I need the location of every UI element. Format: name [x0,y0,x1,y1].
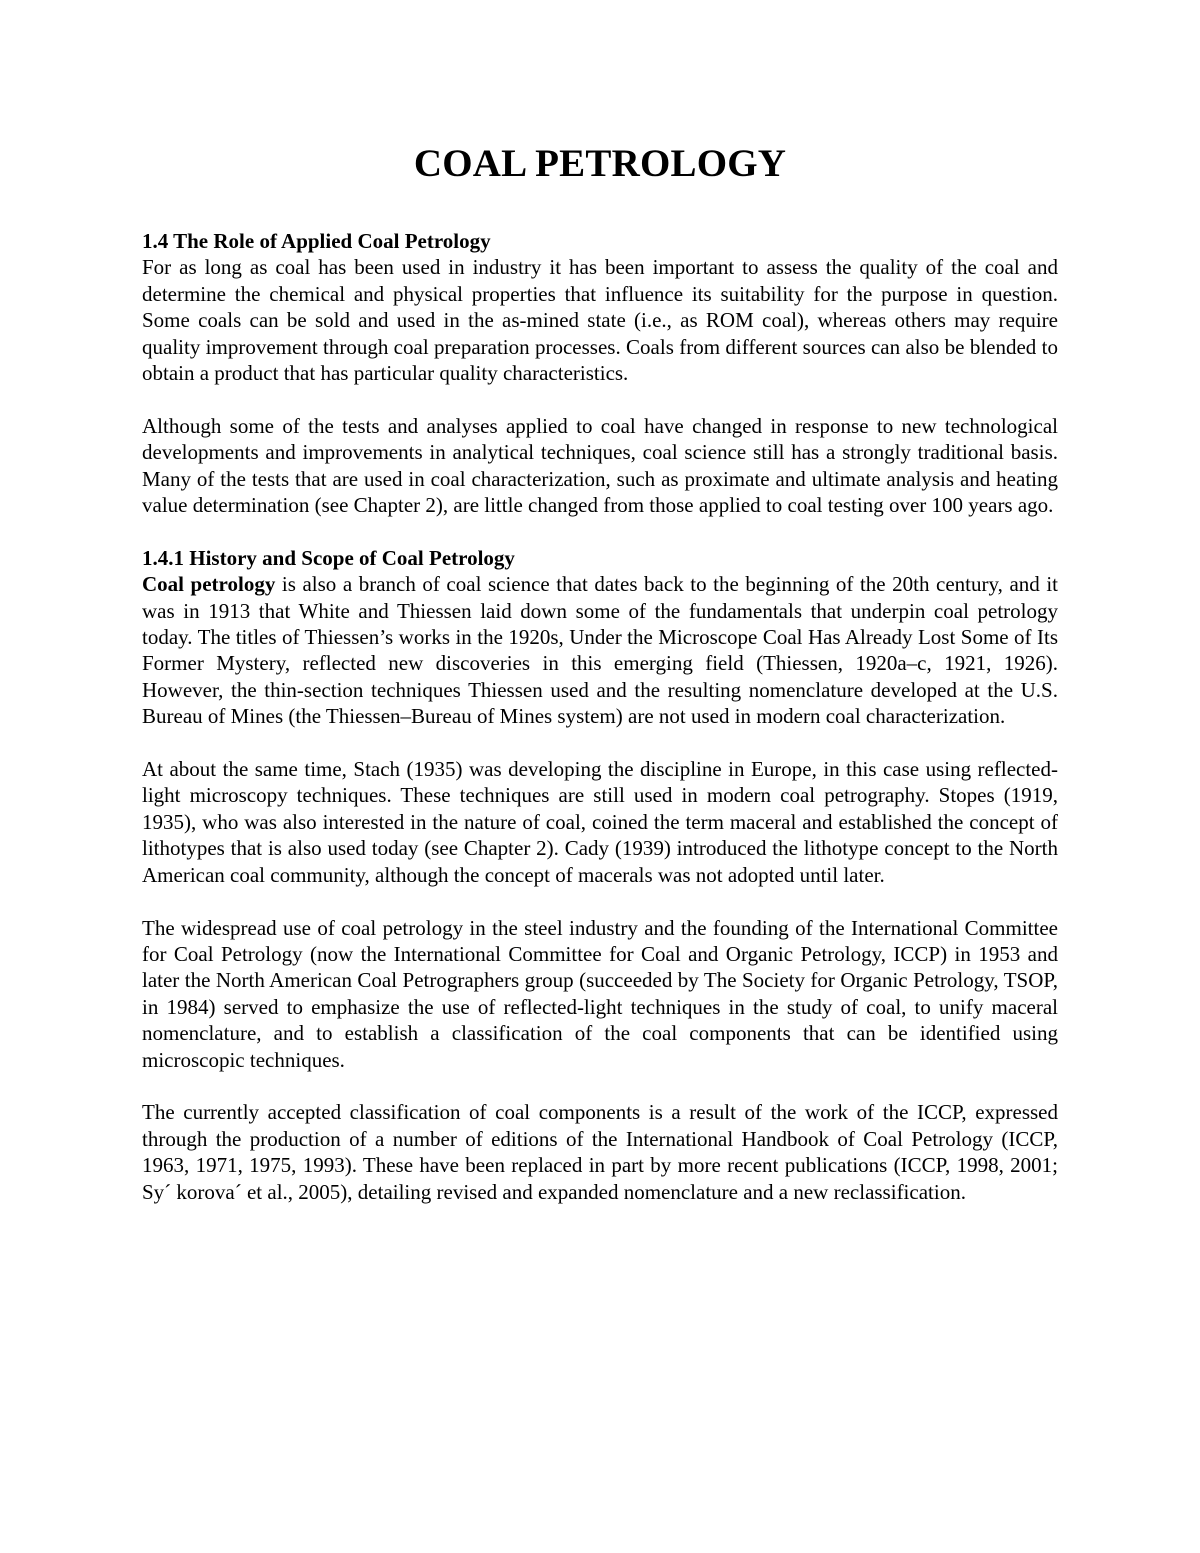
paragraph-gap [142,518,1058,544]
section-heading-1-4: 1.4 The Role of Applied Coal Petrology [142,229,491,253]
paragraph-history-1 [142,571,1058,729]
section-heading-1-4-1: 1.4.1 History and Scope of Coal Petrology [142,545,515,570]
paragraph-history-3: The widespread use of coal petrology in the steel industry and the founding of the International Committee for Coal Petrology (now the International Committee for Coal and Organic Petrology, ICCP) in 1953 and later the North American Coal Petrographers group (succeeded by The Society for Organic Petrology, TSOP, in 1984) served to emphasize the use of reflected-light techniques in the study of coal, to unify maceral nomenclature, and to establish a classification of the coal components that can be identified using microscopic techniques. [142,915,1058,1072]
page-title: COAL PETROLOGY [413,142,787,185]
document-page [142,136,1058,1205]
paragraph-history-4: The currently accepted classification of coal components is a result of the work of the ICCP, expressed through the production of a number of editions of the International Handbook of Coal Petrology (ICCP, 1963, 1971, 1975, 1993). These have been replaced in part by more recent publications (ICCP, 1998, 2001; Sy´ korova´ et al., 2005), detailing revised and expanded nomenclature and a new reclassification. [142,1100,1058,1204]
paragraph-gap [142,386,1058,412]
paragraph-gap [142,888,1058,914]
paragraph-gap [142,1073,1058,1099]
bold-term-coal-petrology: Coal petrology [142,572,276,597]
paragraph-history-1-text: is also a branch of coal science that dates back to the beginning of the 20th century, and it was in 1913 that White and Thiessen laid down some of the fundamentals that underpin coal petrology today. The titles of Thiessen’s works in the 1920s, Under the Microscope Coal Has Already Lost Some of Its Former Mystery, reflected new discoveries in this emerging field (Thiessen, 1920a–c, 1921, 1926). However, the thin-section techniques Thiessen used and the resulting nomenclature developed at the U.S. Bureau of Mines (the Thiessen–Bureau of Mines system) are not used in modern coal characterization. [142,572,1058,729]
paragraph-gap [142,730,1058,756]
paragraph-history-2: At about the same time, Stach (1935) was developing the discipline in Europe, in this case using reflected-light microscopy techniques. These techniques are still used in modern coal petrography. Stopes (1919, 1935), who was also interested in the nature of coal, coined the term maceral and established the concept of lithotypes that is also used today (see Chapter 2). Cady (1939) introduced the lithotype concept to the North American coal community, although the concept of macerals was not adopted until later. [142,757,1058,887]
paragraph-role-of-petrology-2: Although some of the tests and analyses applied to coal have changed in response to new technological developments and improvements in analytical techniques, coal science still has a strongly traditional basis. Many of the tests that are used in coal characterization, such as proximate and ultimate analysis and heating value determination (see Chapter 2), are little changed from those applied to coal testing over 100 years ago. [142,413,1058,518]
paragraph-role-of-petrology-1: For as long as coal has been used in industry it has been important to assess the quality of the coal and determine the chemical and physical properties that influence its suitability for the purpose in question. Some coals can be sold and used in the as-mined state (i.e., as ROM coal), whereas others may require quality improvement through coal preparation processes. Coals from different sources can also be blended to obtain a product that has particular quality characteristics. [142,255,1058,386]
